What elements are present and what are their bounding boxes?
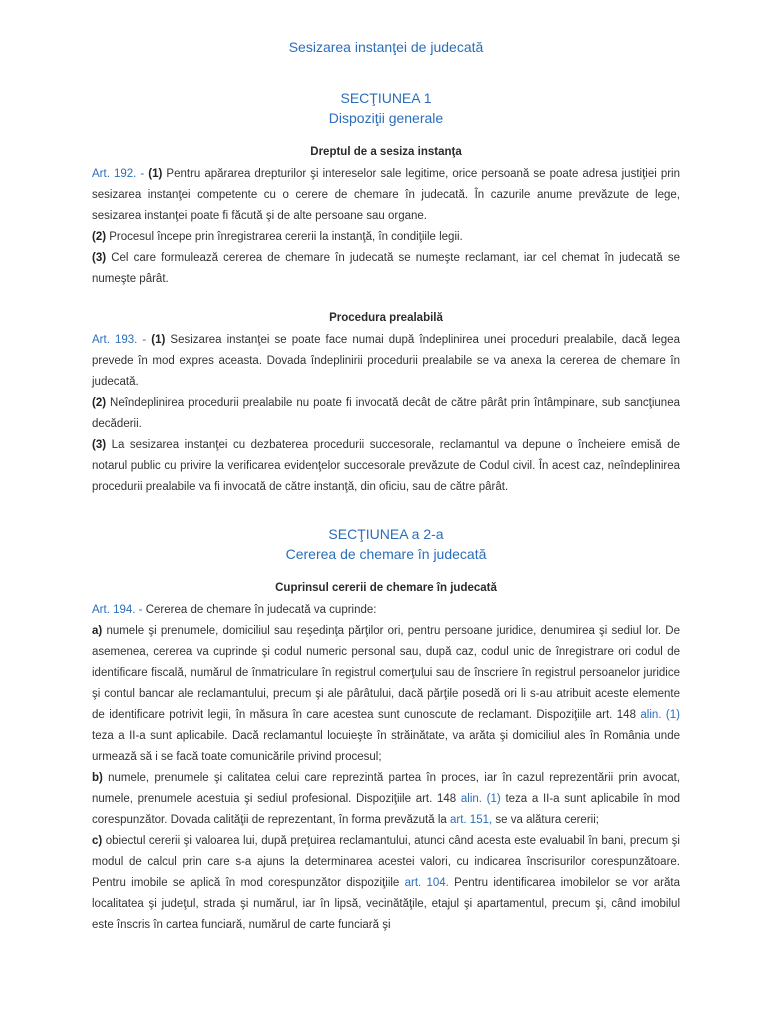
item-letter: b) <box>92 772 103 784</box>
item-text: Pentru identificarea imobilelor se vor arăta localitatea şi judeţul, strada şi numărul, iar în lipsă, vecinătăţile, etajul şi apartamentul, precum şi, când imobilul este înscris în cartea funciară, numărul de carte funciară şi <box>92 877 680 931</box>
item-text: numele, prenumele şi calitatea celui care reprezintă partea în proces, iar în cazul reprezentării prin avocat, numele, prenumele acestuia şi sediul profesional. Dispoziţiile art. 148 <box>92 772 680 805</box>
item-letter: c) <box>92 835 103 847</box>
item-letter: a) <box>92 625 103 637</box>
article-label: Art. 192. - <box>92 168 145 180</box>
reference-link[interactable]: alin. (1) <box>640 709 680 721</box>
paragraph <box>92 600 680 621</box>
paragraph-number: (3) <box>92 252 107 264</box>
article-label: Art. 193. - <box>92 334 147 346</box>
article-heading: Procedura prealabilă <box>329 312 443 324</box>
reference-link[interactable]: art. 104. <box>404 877 449 889</box>
section-subheading: Cererea de chemare în judecată <box>285 546 487 562</box>
item-text: teza a II-a sunt aplicabile în mod corespunzător. Dovada calităţii de reprezentant, în forma prevăzută la <box>92 793 680 826</box>
paragraph-text: Procesul începe prin înregistrarea cererii la instanţă, în condiţiile legii. <box>109 231 463 243</box>
paragraph <box>92 248 680 290</box>
item-text: se va alătura cererii; <box>495 814 599 826</box>
paragraph-text: Pentru apărarea drepturilor şi intereselor sale legitime, orice persoană se poate adresa justiţiei prin sesizarea instanţei competente cu o cerere de chemare în judecată. În cazurile anume prevăzute de lege, sesizarea instanţei poate fi făcută şi de alte persoane sau organe. <box>92 168 681 222</box>
paragraph-text: Cererea de chemare în judecată va cuprinde: <box>145 604 377 616</box>
paragraph <box>92 435 680 498</box>
paragraph <box>92 330 680 393</box>
section-subheading: Dispoziţii generale <box>328 110 444 126</box>
document-title: Sesizarea instanţei de judecată <box>288 39 484 55</box>
list-item <box>92 768 680 831</box>
reference-link[interactable]: art. 151, <box>450 814 493 826</box>
article-heading: Cuprinsul cererii de chemare în judecată <box>275 582 497 594</box>
item-text: numele şi prenumele, domiciliul sau reşedinţa părţilor ori, pentru persoane juridice, denumirea şi sediul lor. De asemenea, cererea va cuprinde şi codul numeric personal sau, după caz, codul unic de înregistrare ori codul de identificare fiscală, numărul de înmatriculare în registrul comerţului sau de înscriere în registrul persoanelor juridice şi contul bancar ale reclamantului, precum şi ale pârâtului, dacă părţile posedă ori li s-au atribuit aceste elemente de identificare potrivit legii, în măsura în care acestea sunt cunoscute de reclamant. Dispoziţiile art. 148 <box>92 625 681 721</box>
reference-link[interactable]: alin. (1) <box>460 793 501 805</box>
section-heading: SECŢIUNEA 1 <box>340 90 432 106</box>
item-text: teza a II-a sunt aplicabile. Dacă reclamantul locuieşte în străinătate, va arăta şi domiciliul ales în România unde urmează să i se facă toate comunicările privind procesul; <box>92 730 680 763</box>
paragraph-text: Neîndeplinirea procedurii prealabile nu poate fi invocată decât de către pârât prin întâmpinare, sub sancţiunea decăderii. <box>92 397 680 430</box>
paragraph-text: Sesizarea instanţei se poate face numai după îndeplinirea unei proceduri prealabile, dacă legea prevede în mod expres aceasta. Dovada îndeplinirii procedurii prealabile se va anexa la cererea de chemare în judecată. <box>92 334 680 388</box>
paragraph <box>92 227 680 248</box>
paragraph-number: (3) <box>92 439 107 451</box>
paragraph <box>92 164 680 227</box>
paragraph-number: (1) <box>148 168 163 180</box>
item-text: obiectul cererii şi valoarea lui, după preţuirea reclamantului, atunci când acesta este evaluabil în bani, precum şi modul de calcul prin care s-a ajuns la determinarea acestei valori, cu indicarea înscrisurilor corespunzătoare. Pentru imobile se aplică în mod corespunzător dispoziţiile <box>92 835 680 889</box>
article-heading: Dreptul de a sesiza instanţa <box>310 146 462 158</box>
paragraph-text: Cel care formulează cererea de chemare în judecată se numeşte reclamant, iar cel chemat în judecată se numeşte pârât. <box>92 252 680 285</box>
paragraph-text: La sesizarea instanţei cu dezbaterea procedurii succesorale, reclamantul va depune o încheiere emisă de notarul public cu privire la verificarea evidenţelor succesorale prevăzute de Codul civil. În acest caz, neîndeplinirea procedurii prealabile va fi invocată de către instanţă, din oficiu, sau de către pârât. <box>92 439 680 493</box>
paragraph-number: (2) <box>92 231 107 243</box>
list-item <box>92 831 680 936</box>
document-page <box>92 38 680 936</box>
paragraph-number: (2) <box>92 397 107 409</box>
section-heading: SECŢIUNEA a 2-a <box>328 526 444 542</box>
paragraph-number: (1) <box>151 334 166 346</box>
paragraph <box>92 393 680 435</box>
article-label: Art. 194. - <box>92 604 143 616</box>
list-item <box>92 621 680 768</box>
